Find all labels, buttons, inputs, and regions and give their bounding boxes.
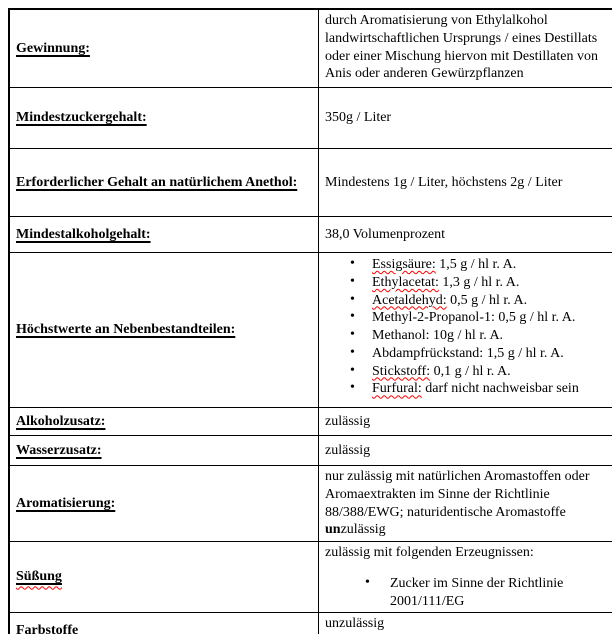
bullet-icon: • — [350, 273, 355, 289]
list-item-text: Zucker im Sinne der Richtlinie 2001/111/EG — [390, 575, 564, 609]
table-row-farbstoffe — [9, 613, 612, 634]
row-value-cell — [319, 88, 612, 149]
row-label: Aromatisierung: — [16, 495, 116, 511]
list-item — [325, 274, 612, 292]
list-item-term: Methanol: — [372, 328, 430, 344]
list-item — [325, 380, 612, 398]
list-item-rest: 1,5 g / hl r. A. — [483, 345, 564, 361]
row-value: durch Aromatisierung von Ethylalkohol landwirtschaftlichen Ursprungs / eines Destillats oder einer Mischung hiervon mit Destillaten von Anis oder anderen Gewürzpflanzen — [325, 13, 598, 82]
row-label-cell — [9, 408, 319, 436]
row-value: zulässig — [325, 442, 371, 458]
row-value-intro: zulässig mit folgenden Erzeugnissen: — [325, 545, 534, 561]
row-label-cell — [9, 217, 319, 253]
row-value: 38,0 Volumenprozent — [325, 226, 446, 242]
list-item-term: Abdampfrückstand: — [372, 345, 484, 361]
table-row-wasserzusatz — [9, 436, 612, 466]
row-label-cell — [9, 466, 319, 542]
row-label: Höchstwerte an Nebenbestandteilen: — [16, 322, 236, 338]
row-value-cell — [319, 613, 612, 634]
list-item-rest: 1,5 g / hl r. A. — [435, 257, 517, 272]
row-label-cell — [9, 613, 319, 634]
list-item-term: Stickstoff: — [372, 363, 431, 379]
row-value-after: zulässig — [340, 522, 386, 538]
row-value: 350g / Liter — [325, 110, 392, 126]
row-label: Erforderlicher Gehalt an natürlichem Anethol: — [16, 174, 298, 190]
list-item — [325, 292, 612, 310]
row-value: zulässig — [325, 413, 371, 429]
list-item-term: Furfural: — [372, 381, 422, 397]
row-label — [16, 569, 62, 584]
row-label-cell — [9, 149, 319, 217]
bullet-icon: • — [365, 574, 370, 590]
list-item-rest: 0,1 g / hl r. A. — [430, 363, 511, 379]
bullet-icon: • — [350, 291, 355, 307]
limit-values-list — [325, 255, 612, 398]
row-label: Alkoholzusatz: — [16, 413, 106, 429]
list-item-rest: 1,3 g / hl r. A. — [438, 274, 520, 290]
table-row-anethol — [9, 149, 612, 217]
table-row-alkoholzusatz — [9, 408, 612, 436]
row-label: Mindestzuckergehalt: — [16, 110, 147, 126]
row-value: unzulässig — [325, 616, 385, 632]
spec-table — [8, 8, 612, 634]
row-label: Wasserzusatz: — [16, 442, 102, 458]
row-value-cell — [319, 542, 612, 613]
row-label-cell — [9, 542, 319, 613]
row-label: Farbstoffe — [16, 622, 79, 634]
row-label-cell — [9, 88, 319, 149]
bullet-icon: • — [350, 380, 355, 396]
row-value-cell — [319, 408, 612, 436]
table-row-mindestalkoholgehalt — [9, 217, 612, 253]
list-item-rest: darf nicht nachweisbar sein — [421, 381, 579, 397]
row-value: Mindestens 1g / Liter, höchstens 2g / Liter — [325, 174, 563, 190]
list-item — [325, 345, 612, 363]
row-label-cell — [9, 9, 319, 88]
list-item — [325, 575, 612, 611]
bullet-icon: • — [350, 362, 355, 378]
list-item-term: Methyl-2-Propanol-1: — [372, 310, 495, 326]
bullet-icon: • — [350, 309, 355, 325]
row-label-cell — [9, 253, 319, 408]
row-value-cell — [319, 149, 612, 217]
sweetening-list — [325, 575, 612, 611]
list-item-rest: 10g / hl r. A. — [429, 328, 504, 344]
list-item-term: Acetaldehyd: — [372, 292, 447, 308]
row-value-cell — [319, 9, 612, 88]
list-item — [325, 256, 612, 274]
row-value-cell — [319, 466, 612, 542]
list-item-term: Essigsäure: — [372, 257, 436, 272]
row-value-cell — [319, 253, 612, 408]
table-row-suessung — [9, 542, 612, 613]
table-row-nebenbestandteile — [9, 253, 612, 408]
list-item — [325, 309, 612, 327]
row-value-cell — [319, 436, 612, 466]
list-item — [325, 327, 612, 345]
bullet-icon: • — [350, 256, 355, 271]
list-item — [325, 363, 612, 381]
row-label: Mindestalkoholgehalt: — [16, 226, 151, 242]
row-value-bold: un — [325, 522, 341, 538]
row-label: Gewinnung: — [16, 40, 90, 56]
list-item-rest: 0,5 g / hl r. A. — [446, 292, 528, 308]
row-value-before: nur zulässig mit natürlichen Aromastoffen oder Aromaextrakten im Sinne der Richtlinie 88/388/EWG; naturidentische Aromastoffe — [325, 469, 590, 520]
row-value-cell — [319, 217, 612, 253]
bullet-icon: • — [350, 344, 355, 360]
row-label-text: Süßung — [16, 569, 62, 585]
list-item-rest: 0,5 g / hl r. A. — [494, 310, 576, 326]
row-label-cell — [9, 436, 319, 466]
table-row-mindestzuckergehalt — [9, 88, 612, 149]
table-row-gewinnung — [9, 9, 612, 88]
table-row-aromatisierung — [9, 466, 612, 542]
bullet-icon: • — [350, 327, 355, 343]
list-item-term: Ethylacetat: — [372, 274, 439, 290]
